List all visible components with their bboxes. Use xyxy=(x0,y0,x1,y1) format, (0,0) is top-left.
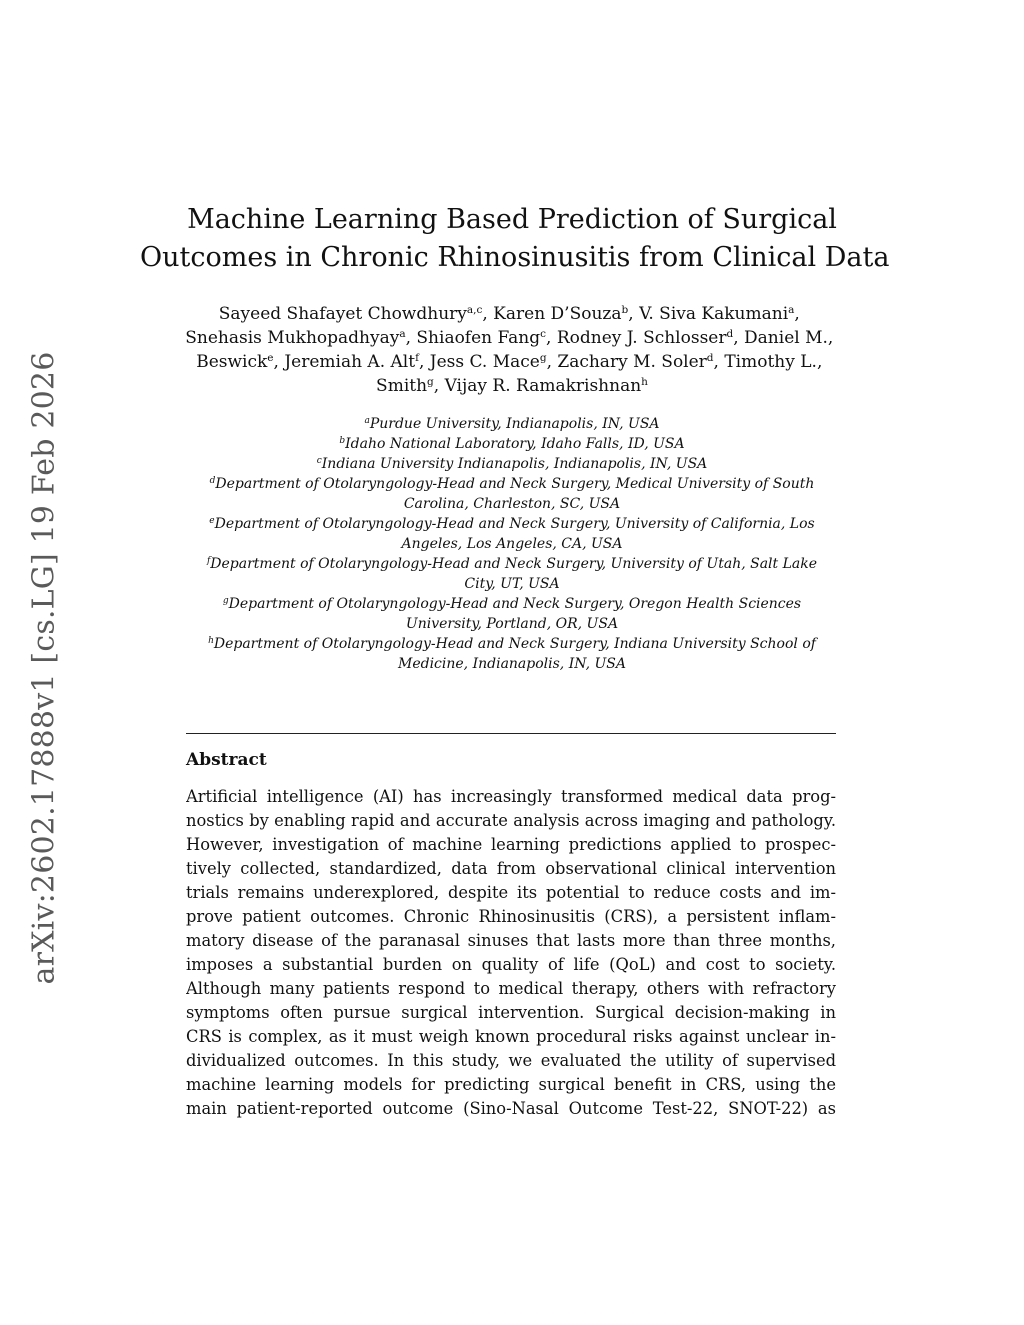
author-name: Shiaofen Fang xyxy=(416,328,541,348)
author-affiliation-mark: b xyxy=(621,304,629,316)
abstract-line: symptoms often pursue surgical intervention. Surgical decision-making in xyxy=(186,1003,836,1022)
author-affiliation-mark: f xyxy=(415,352,419,364)
author-separator: , xyxy=(794,304,806,324)
affiliation-mark: d xyxy=(209,476,216,486)
affiliation-text: Department of Otolaryngology-Head and Neck Surgery, Indiana University School of xyxy=(213,636,816,652)
author-separator: , xyxy=(713,352,725,372)
abstract-line: trials remains underexplored, despite its potential to reduce costs and im- xyxy=(186,883,836,902)
abstract-divider xyxy=(186,733,836,734)
affiliation-text: Purdue University, Indianapolis, IN, USA xyxy=(369,416,660,432)
affiliation-text: Angeles, Los Angeles, CA, USA xyxy=(401,536,623,552)
abstract-line: machine learning models for predicting surgical benefit in CRS, using the xyxy=(186,1075,836,1094)
affiliation-line xyxy=(180,534,844,554)
author-separator: , xyxy=(418,352,430,372)
author-separator: , xyxy=(546,352,558,372)
affiliation-line xyxy=(180,614,844,634)
author-line xyxy=(170,374,854,398)
author-separator: , xyxy=(827,328,839,348)
affiliation-line xyxy=(180,434,844,454)
affiliation-mark: a xyxy=(364,416,370,426)
affiliation-line xyxy=(180,594,844,614)
affiliation-text: Carolina, Charleston, SC, USA xyxy=(403,496,621,512)
abstract-line: dividualized outcomes. In this study, we evaluated the utility of supervised xyxy=(186,1051,836,1070)
author-separator: , xyxy=(482,304,494,324)
author-affiliation-mark: d xyxy=(726,328,734,340)
title-line: Machine Learning Based Prediction of Surgical xyxy=(187,204,837,235)
abstract-line: nostics by enabling rapid and accurate analysis across imaging and pathology. xyxy=(186,811,836,830)
affiliation-line xyxy=(180,554,844,574)
affiliation-line xyxy=(180,574,844,594)
author-affiliation-mark: g xyxy=(539,352,547,364)
title-line: Outcomes in Chronic Rhinosinusitis from Clinical Data xyxy=(140,242,890,273)
author-name: Zachary M. Soler xyxy=(557,352,707,372)
paper-title xyxy=(140,201,890,277)
abstract-line: prove patient outcomes. Chronic Rhinosinusitis (CRS), a persistent inflam- xyxy=(186,907,836,926)
arxiv-stamp xyxy=(0,0,90,1325)
affiliation-line xyxy=(180,414,844,434)
author-affiliation-mark: h xyxy=(641,376,648,388)
author-line xyxy=(170,302,854,326)
arxiv-identifier: arXiv:2602.17888v1 [cs.LG] 19 Feb 2026 xyxy=(26,351,62,985)
author-affiliation-mark: d xyxy=(706,352,714,364)
abstract-line: However, investigation of machine learning predictions applied to prospec- xyxy=(186,835,836,854)
affiliation-text: Medicine, Indianapolis, IN, USA xyxy=(398,656,626,672)
author-line xyxy=(170,350,854,374)
abstract-line: matory disease of the paranasal sinuses that lasts more than three months, xyxy=(186,931,836,950)
author-name: Vijay R. Ramakrishnan xyxy=(444,376,642,396)
author-separator: , xyxy=(628,304,640,324)
author-name: Sayeed Shafayet Chowdhury xyxy=(218,304,467,324)
affiliation-mark: g xyxy=(222,596,229,606)
author-name: Beswick xyxy=(196,352,268,372)
author-list xyxy=(170,302,854,398)
author-name: Snehasis Mukhopadhyay xyxy=(185,328,400,348)
affiliation-text: Department of Otolaryngology-Head and Neck Surgery, Medical University of South xyxy=(215,476,815,492)
author-name: Rodney J. Schlosser xyxy=(556,328,727,348)
affiliation-mark: f xyxy=(206,556,211,566)
abstract-line: CRS is complex, as it must weigh known procedural risks against unclear in- xyxy=(186,1027,836,1046)
abstract-heading: Abstract xyxy=(186,750,267,770)
author-affiliation-mark: a,c xyxy=(466,304,483,316)
affiliation-text: University, Portland, OR, USA xyxy=(405,616,619,632)
author-separator: , xyxy=(273,352,285,372)
affiliation-text: Department of Otolaryngology-Head and Neck Surgery, University of California, Los xyxy=(214,516,815,532)
affiliation-line xyxy=(180,454,844,474)
affiliation-mark: e xyxy=(209,516,215,526)
abstract-line: tively collected, standardized, data from observational clinical intervention xyxy=(186,859,836,878)
affiliation-list xyxy=(180,414,844,674)
author-name: Daniel M. xyxy=(744,328,828,348)
affiliation-line xyxy=(180,494,844,514)
author-separator: , xyxy=(816,352,828,372)
author-name: V. Siva Kakumani xyxy=(639,304,789,324)
affiliation-line xyxy=(180,654,844,674)
author-affiliation-mark: c xyxy=(540,328,547,340)
author-separator: , xyxy=(733,328,745,348)
affiliation-text: Department of Otolaryngology-Head and Neck Surgery, Oregon Health Sciences xyxy=(228,596,802,612)
affiliation-mark: c xyxy=(316,456,322,466)
author-affiliation-mark: a xyxy=(399,328,406,340)
abstract-line: Artificial intelligence (AI) has increasingly transformed medical data prog- xyxy=(186,787,836,806)
affiliation-line xyxy=(180,474,844,494)
author-separator: , xyxy=(546,328,557,348)
author-name: Smith xyxy=(376,376,428,396)
affiliation-text: Indiana University Indianapolis, Indianapolis, IN, USA xyxy=(321,456,708,472)
affiliation-mark: b xyxy=(339,436,346,446)
abstract-line: Although many patients respond to medical therapy, others with refractory xyxy=(186,979,836,998)
author-name: Timothy L. xyxy=(724,352,817,372)
affiliation-line xyxy=(180,634,844,654)
author-name: Jeremiah A. Alt xyxy=(284,352,416,372)
affiliation-mark: h xyxy=(208,636,214,646)
affiliation-text: Idaho National Laboratory, Idaho Falls, ID, USA xyxy=(345,436,685,452)
author-separator: , xyxy=(405,328,417,348)
author-line xyxy=(170,326,854,350)
affiliation-line xyxy=(180,514,844,534)
abstract-body xyxy=(186,785,836,1121)
author-name: Jess C. Mace xyxy=(429,352,540,372)
author-affiliation-mark: g xyxy=(427,376,434,388)
affiliation-text: City, UT, USA xyxy=(464,576,560,592)
abstract-line: main patient-reported outcome (Sino-Nasal Outcome Test-22, SNOT-22) as xyxy=(186,1099,836,1118)
author-name: Karen D’Souza xyxy=(493,304,622,324)
affiliation-text: Department of Otolaryngology-Head and Neck Surgery, University of Utah, Salt Lake xyxy=(210,556,818,572)
abstract-line: imposes a substantial burden on quality of life (QoL) and cost to society. xyxy=(186,955,836,974)
author-affiliation-mark: e xyxy=(267,352,274,364)
author-separator: , xyxy=(433,376,445,396)
author-affiliation-mark: a xyxy=(788,304,795,316)
